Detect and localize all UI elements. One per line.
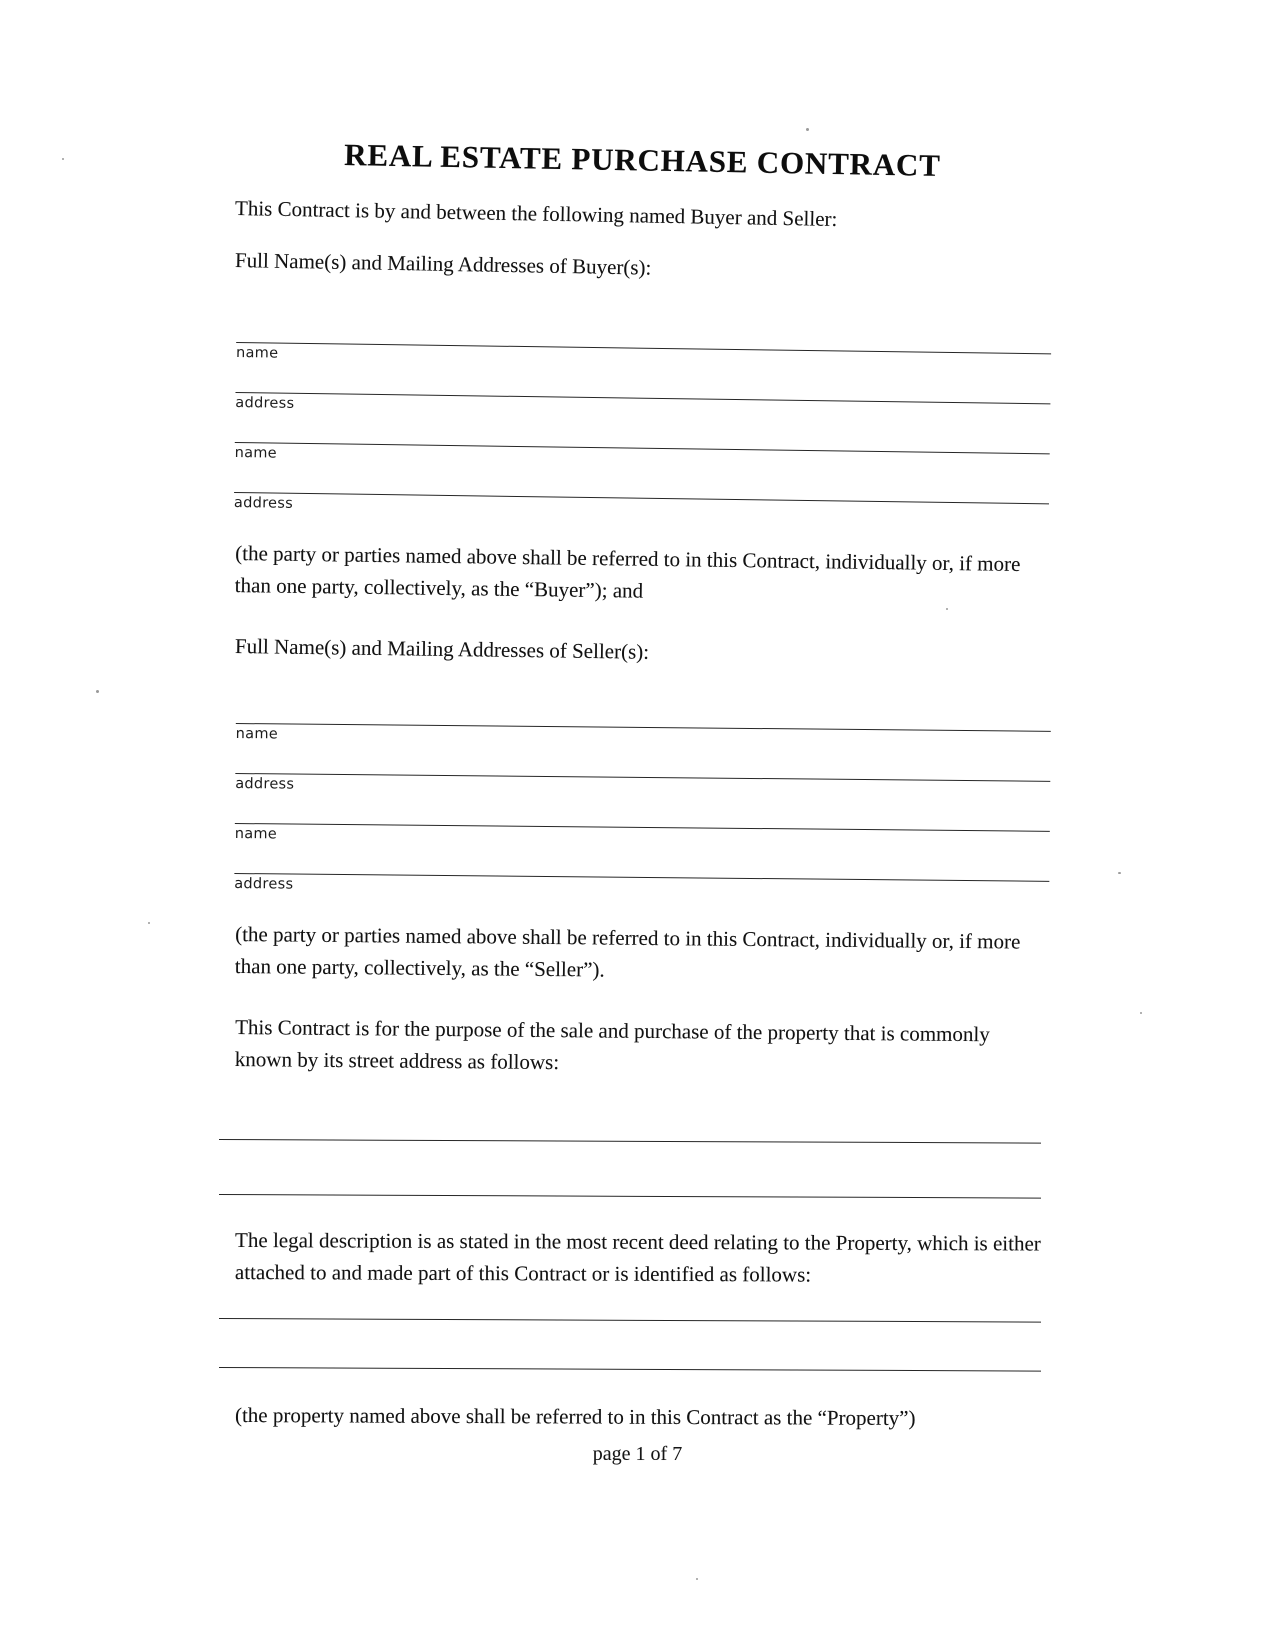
scan-speck [148, 922, 150, 924]
seller-name-1-field [236, 723, 1051, 751]
seller-name-1-label: name [235, 725, 279, 742]
buyer-address-2-label: address [233, 494, 294, 512]
intro-text: This Contract is by and between the following named Buyer and Seller: [234, 196, 838, 232]
scan-speck [62, 158, 64, 160]
buyer-reference-note: (the party or parties named above shall be referred to in this Contract, individually or, if more than one party, collectively, as the “Buyer”); and [234, 541, 1021, 603]
buyer-name-1-label: name [235, 345, 279, 362]
buyer-fields [234, 342, 1051, 523]
buyer-name-1-field [236, 342, 1051, 373]
street-address-line-2 [219, 1194, 1041, 1199]
purpose-paragraph: This Contract is for the purpose of the sale and purchase of the property that is commonly known by its street address as follows: [234, 1014, 990, 1074]
seller-reference-note: (the party or parties named above shall be referred to in this Contract, individually or, if more than one party, collectively, as the “Seller”). [234, 921, 1021, 981]
seller-name-1-line [236, 723, 1051, 732]
buyer-address-1-line [235, 392, 1050, 404]
seller-address-2-line [234, 872, 1049, 881]
legal-description-line-2 [219, 1367, 1041, 1372]
legal-description-paragraph: The legal description is as stated in the most recent deed relating to the Property, which is either attached to and made part of this Contract or is identified as follows: [234, 1227, 1041, 1286]
scan-speck [96, 690, 99, 693]
buyer-address-2-field [234, 492, 1049, 523]
buyer-name-2-label: name [234, 444, 278, 462]
buyer-name-2-line [235, 442, 1050, 454]
buyer-address-2-line [234, 492, 1049, 504]
scan-speck [1140, 1012, 1142, 1014]
buyer-section-heading: Full Name(s) and Mailing Addresses of Buyer(s): [234, 247, 652, 280]
seller-address-1-field [235, 773, 1050, 801]
seller-name-2-field [235, 822, 1050, 850]
seller-fields [234, 723, 1051, 901]
page-number: page 1 of 7 [592, 1443, 683, 1465]
seller-name-2-line [235, 822, 1050, 831]
seller-address-1-label: address [235, 775, 295, 793]
page-content [0, 135, 1060, 1431]
seller-address-1-line [235, 773, 1050, 782]
buyer-name-2-field [235, 442, 1050, 473]
scan-speck [946, 608, 948, 610]
scan-speck [806, 128, 809, 131]
property-reference-note: (the property named above shall be referred to in this Contract as the “Property”) [234, 1402, 916, 1430]
street-address-line-1 [219, 1139, 1041, 1144]
buyer-name-1-line [236, 342, 1051, 354]
seller-name-2-label: name [234, 825, 278, 842]
scan-speck [1118, 872, 1121, 874]
legal-description-line-1 [219, 1318, 1041, 1323]
seller-address-2-field [234, 872, 1049, 900]
buyer-address-1-label: address [235, 395, 295, 412]
seller-address-2-label: address [234, 875, 294, 893]
scan-speck [696, 1578, 698, 1580]
buyer-address-1-field [235, 392, 1050, 423]
seller-section-heading: Full Name(s) and Mailing Addresses of Seller(s): [234, 634, 650, 664]
page-title: REAL ESTATE PURCHASE CONTRACT [343, 137, 941, 183]
